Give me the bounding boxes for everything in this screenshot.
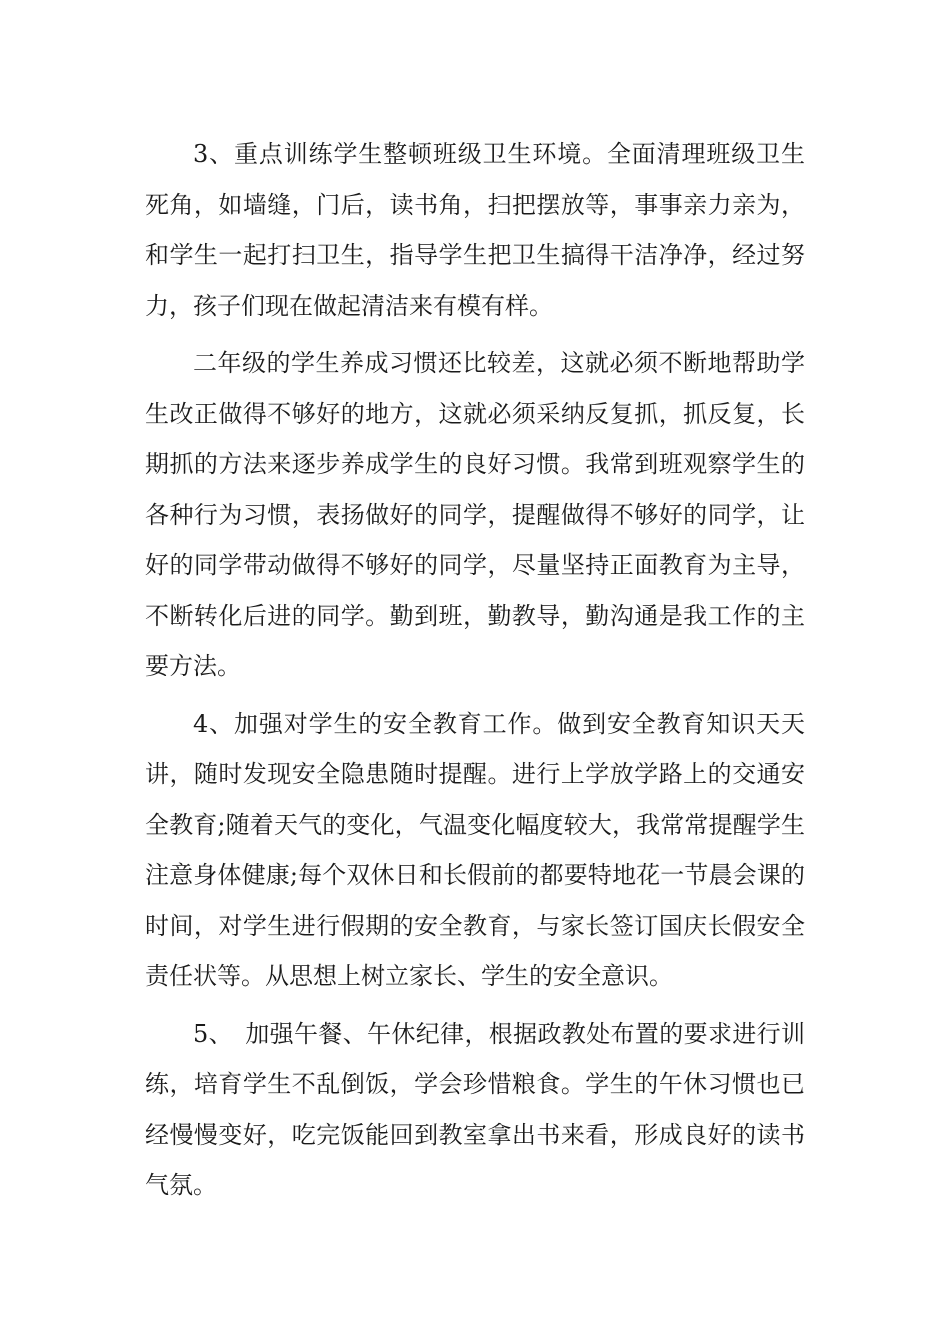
paragraph-item-4-safety: 4、加强对学生的安全教育工作。做到安全教育知识天天讲，随时发现安全隐患随时提醒。进行上学放学路上的交通安全教育;随着天气的变化，气温变化幅度较大，我常常提醒学生注意身体健康;每个双休日和长假前的都要特地花一节晨会课的时间，对学生进行假期的安全教育，与家长签订国庆长假安全责任状等。从思想上树立家长、学生的安全意识。 xyxy=(145,709,805,990)
paragraph-item-5-lunch: 5、 加强午餐、午休纪律，根据政教处布置的要求进行训练，培育学生不乱倒饭，学会珍惜粮食。学生的午休习惯也已经慢慢变好，吃完饭能回到教室拿出书来看，形成良好的读书气氛。 xyxy=(145,1019,805,1199)
paragraph-item-3-cleaning: 3、重点训练学生整顿班级卫生环境。全面清理班级卫生死角，如墙缝，门后，读书角，扫把摆放等，事事亲力亲为，和学生一起打扫卫生，指导学生把卫生搞得干洁净净，经过努力，孩子们现在做起清洁来有模有样。 xyxy=(145,140,805,320)
document-body xyxy=(145,129,805,1218)
paragraph-habits: 二年级的学生养成习惯还比较差，这就必须不断地帮助学生改正做得不够好的地方，这就必须采纳反复抓，抓反复，长期抓的方法来逐步养成学生的良好习惯。我常到班观察学生的各种行为习惯，表扬做好的同学，提醒做得不够好的同学，让好的同学带动做得不够好的同学，尽量坚持正面教育为主导，不断转化后进的同学。勤到班，勤教导，勤沟通是我工作的主要方法。 xyxy=(145,349,805,680)
